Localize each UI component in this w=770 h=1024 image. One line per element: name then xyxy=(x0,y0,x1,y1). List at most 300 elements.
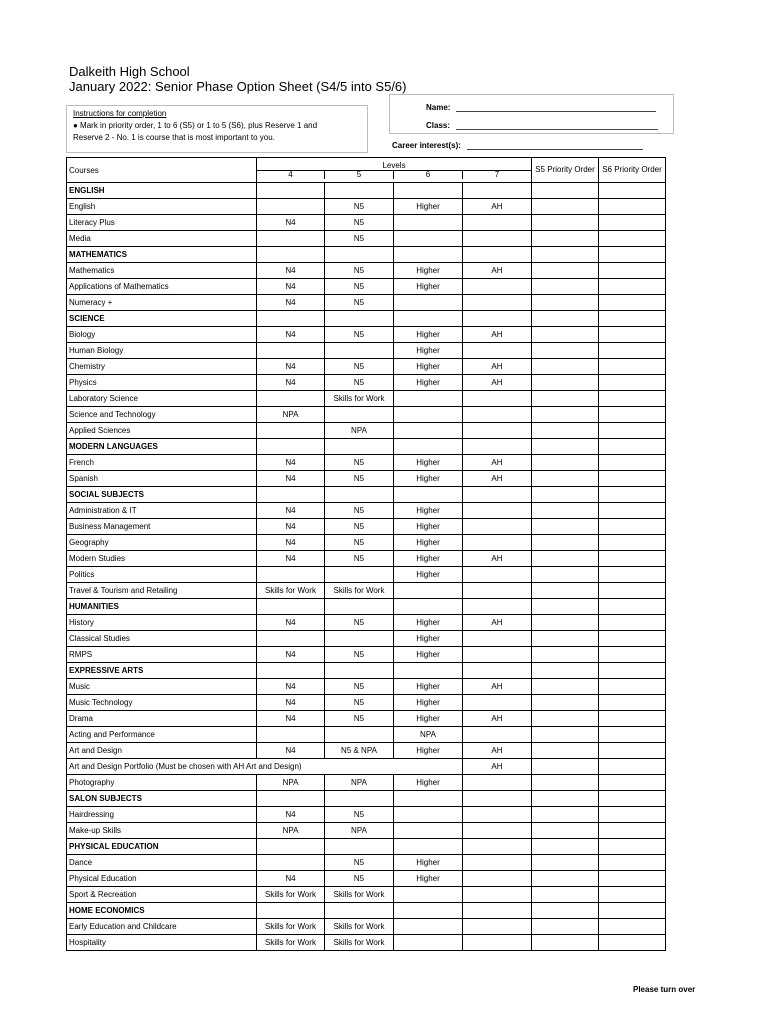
level-7-cell xyxy=(462,935,531,951)
s5-priority-cell[interactable] xyxy=(532,807,599,823)
level-4-cell: Skills for Work xyxy=(257,887,325,903)
s5-priority-cell[interactable] xyxy=(532,311,599,327)
level-4-cell: N4 xyxy=(257,279,325,295)
s6-priority-cell[interactable] xyxy=(599,247,666,263)
course-name: Chemistry xyxy=(67,359,257,375)
s5-priority-cell[interactable] xyxy=(532,727,599,743)
level-7-cell: AH xyxy=(462,455,531,471)
courses-header: Courses xyxy=(67,158,257,183)
course-name: Physics xyxy=(67,375,257,391)
level-4-cell: N4 xyxy=(257,375,325,391)
table-row xyxy=(67,375,666,391)
course-name: Media xyxy=(67,231,257,247)
s6-priority-cell[interactable] xyxy=(599,583,666,599)
level-6-cell xyxy=(393,919,462,935)
s6-priority-cell[interactable] xyxy=(599,439,666,455)
section-heading: MODERN LANGUAGES xyxy=(67,439,257,455)
s6-priority-cell[interactable] xyxy=(599,807,666,823)
level-5-cell: Skills for Work xyxy=(324,583,393,599)
course-name: Music Technology xyxy=(67,695,257,711)
level-4-cell: N4 xyxy=(257,551,325,567)
s5-priority-cell[interactable] xyxy=(532,647,599,663)
course-name: RMPS xyxy=(67,647,257,663)
s5-priority-cell[interactable] xyxy=(532,407,599,423)
course-name: Biology xyxy=(67,327,257,343)
level-6-cell: Higher xyxy=(393,535,462,551)
level-5-cell: N5 xyxy=(324,455,393,471)
level-7-cell xyxy=(462,567,531,583)
level-4-cell xyxy=(257,727,325,743)
s5-priority-cell[interactable] xyxy=(532,695,599,711)
course-name: Hairdressing xyxy=(67,807,257,823)
level-7-cell xyxy=(462,215,531,231)
level-4-cell xyxy=(257,199,325,215)
table-row xyxy=(67,871,666,887)
level-4-cell xyxy=(257,231,325,247)
level-cell xyxy=(462,903,531,919)
level-cell xyxy=(324,487,393,503)
level-5-cell: N5 xyxy=(324,279,393,295)
section-heading: SCIENCE xyxy=(67,311,257,327)
level-6-cell xyxy=(393,583,462,599)
s5-priority-cell[interactable] xyxy=(532,871,599,887)
s6-priority-cell[interactable] xyxy=(599,519,666,535)
level-7-cell xyxy=(462,407,531,423)
level-6-cell: Higher xyxy=(393,679,462,695)
s6-priority-cell[interactable] xyxy=(599,839,666,855)
s5-priority-cell[interactable] xyxy=(532,615,599,631)
s5-priority-cell[interactable] xyxy=(532,855,599,871)
level-4-cell: N4 xyxy=(257,295,325,311)
table-row xyxy=(67,391,666,407)
s5-priority-cell[interactable] xyxy=(532,903,599,919)
level-6-cell: Higher xyxy=(393,871,462,887)
table-row xyxy=(67,695,666,711)
s5-priority-cell[interactable] xyxy=(532,199,599,215)
level-5-cell: Skills for Work xyxy=(324,887,393,903)
level-cell xyxy=(324,439,393,455)
s6-priority-cell[interactable] xyxy=(599,727,666,743)
turn-over-note: Please turn over xyxy=(633,985,696,994)
level-4-cell: Skills for Work xyxy=(257,583,325,599)
level-7-cell xyxy=(462,391,531,407)
level-cell xyxy=(257,311,325,327)
s5-priority-cell[interactable] xyxy=(532,359,599,375)
course-name: Spanish xyxy=(67,471,257,487)
level-5-cell xyxy=(324,631,393,647)
level-7-cell xyxy=(462,807,531,823)
s5-priority-cell[interactable] xyxy=(532,887,599,903)
section-row xyxy=(67,247,666,263)
s6-priority-cell[interactable] xyxy=(599,391,666,407)
level-4-cell: N4 xyxy=(257,695,325,711)
section-row xyxy=(67,311,666,327)
level-6-cell: Higher xyxy=(393,375,462,391)
level-5-cell: N5 xyxy=(324,551,393,567)
s6-priority-cell[interactable] xyxy=(599,423,666,439)
table-row xyxy=(67,743,666,759)
level-4-cell: N4 xyxy=(257,535,325,551)
level-6-cell xyxy=(393,391,462,407)
table-row xyxy=(67,503,666,519)
table-row xyxy=(67,423,666,439)
level-5-cell: N5 xyxy=(324,807,393,823)
level-cell xyxy=(257,903,325,919)
s6-priority-cell[interactable] xyxy=(599,567,666,583)
table-row xyxy=(67,279,666,295)
level-6-cell: Higher xyxy=(393,263,462,279)
level-4-cell: Skills for Work xyxy=(257,919,325,935)
level-cell xyxy=(462,487,531,503)
level-6-cell xyxy=(393,231,462,247)
s6-priority-cell[interactable] xyxy=(599,455,666,471)
s5-priority-cell[interactable] xyxy=(532,567,599,583)
level-cell xyxy=(257,791,325,807)
table-row xyxy=(67,727,666,743)
level-4-cell xyxy=(257,391,325,407)
level-5-cell: N5 xyxy=(324,647,393,663)
level-4-cell: NPA xyxy=(257,823,325,839)
s5-priority-cell[interactable] xyxy=(532,471,599,487)
s5-priority-cell[interactable] xyxy=(532,743,599,759)
s5-priority-cell[interactable] xyxy=(532,823,599,839)
section-row xyxy=(67,839,666,855)
course-name: Drama xyxy=(67,711,257,727)
level-7-cell xyxy=(462,631,531,647)
s5-priority-cell[interactable] xyxy=(532,775,599,791)
level-4-cell xyxy=(257,855,325,871)
course-name: Laboratory Science xyxy=(67,391,257,407)
table-row xyxy=(67,519,666,535)
s6-priority-cell[interactable] xyxy=(599,743,666,759)
s5-priority-cell[interactable] xyxy=(532,599,599,615)
level-7-cell xyxy=(462,295,531,311)
level-6-cell: Higher xyxy=(393,647,462,663)
levels-header-cell xyxy=(257,158,532,183)
s6-priority-cell[interactable] xyxy=(599,487,666,503)
s5-priority-cell[interactable] xyxy=(532,231,599,247)
level-7-cell xyxy=(462,775,531,791)
level-7-cell xyxy=(462,583,531,599)
s5-priority-cell[interactable] xyxy=(532,519,599,535)
level-6-cell: Higher xyxy=(393,343,462,359)
s5-priority-cell[interactable] xyxy=(532,391,599,407)
s6-priority-cell[interactable] xyxy=(599,327,666,343)
level-5-cell: NPA xyxy=(324,823,393,839)
level-7-cell: AH xyxy=(462,615,531,631)
level-5-cell: N5 & NPA xyxy=(324,743,393,759)
level-5-cell: NPA xyxy=(324,423,393,439)
course-name: Applications of Mathematics xyxy=(67,279,257,295)
s6-priority-cell[interactable] xyxy=(599,535,666,551)
level-5-cell: N5 xyxy=(324,327,393,343)
section-heading: SOCIAL SUBJECTS xyxy=(67,487,257,503)
level-cell xyxy=(324,903,393,919)
level-7-cell xyxy=(462,231,531,247)
level-7-cell: AH xyxy=(462,743,531,759)
level-6-cell xyxy=(393,215,462,231)
s6-priority-cell[interactable] xyxy=(599,183,666,199)
level-cell xyxy=(462,439,531,455)
s6-priority-cell[interactable] xyxy=(599,775,666,791)
course-name: Early Education and Childcare xyxy=(67,919,257,935)
level-5-cell: N5 xyxy=(324,263,393,279)
s6-priority-cell[interactable] xyxy=(599,791,666,807)
level-7-cell xyxy=(462,279,531,295)
level-5-cell: N5 xyxy=(324,855,393,871)
instructions-box xyxy=(66,105,368,153)
sheet-title: January 2022: Senior Phase Option Sheet (S4/5 into S5/6) xyxy=(69,79,407,94)
s5-priority-cell[interactable] xyxy=(532,279,599,295)
s6-priority-cell[interactable] xyxy=(599,855,666,871)
name-field[interactable] xyxy=(456,104,656,112)
level-cell xyxy=(324,663,393,679)
level-7-cell xyxy=(462,535,531,551)
level-6-cell: NPA xyxy=(393,727,462,743)
s5-priority-cell[interactable] xyxy=(532,535,599,551)
instructions-line-1: ● Mark in priority order, 1 to 6 (S5) or 1 to 5 (S6), plus Reserve 1 and xyxy=(73,121,318,130)
s6-priority-cell[interactable] xyxy=(599,823,666,839)
s5-priority-cell[interactable] xyxy=(532,631,599,647)
table-row xyxy=(67,679,666,695)
level-7-cell: AH xyxy=(462,679,531,695)
s5-priority-cell[interactable] xyxy=(532,423,599,439)
course-name: Photography xyxy=(67,775,257,791)
level-5-cell: N5 xyxy=(324,503,393,519)
level-7-cell: AH xyxy=(462,375,531,391)
level-7-cell xyxy=(462,887,531,903)
s5-priority-cell[interactable] xyxy=(532,327,599,343)
s6-priority-cell[interactable] xyxy=(599,919,666,935)
level-5-cell xyxy=(324,407,393,423)
s6-priority-cell[interactable] xyxy=(599,663,666,679)
s6-priority-cell[interactable] xyxy=(599,215,666,231)
s6-priority-cell[interactable] xyxy=(599,295,666,311)
level-7-cell xyxy=(462,343,531,359)
levels-header: Levels xyxy=(257,162,531,171)
s6-priority-cell[interactable] xyxy=(599,503,666,519)
table-row xyxy=(67,567,666,583)
level-5-cell: N5 xyxy=(324,615,393,631)
level-cell xyxy=(257,487,325,503)
course-name: Hospitality xyxy=(67,935,257,951)
s5-priority-cell[interactable] xyxy=(532,439,599,455)
s5-priority-cell[interactable] xyxy=(532,343,599,359)
level-6-cell xyxy=(393,407,462,423)
level-6-cell: Higher xyxy=(393,279,462,295)
s6-priority-cell[interactable] xyxy=(599,647,666,663)
school-name: Dalkeith High School xyxy=(69,64,190,79)
level-6-cell: Higher xyxy=(393,551,462,567)
instructions-line-2: Reserve 2 - No. 1 is course that is most important to you. xyxy=(73,133,275,142)
s6-priority-cell[interactable] xyxy=(599,615,666,631)
career-field[interactable] xyxy=(467,142,643,150)
level-5-cell: N5 xyxy=(324,519,393,535)
course-name: Travel & Tourism and Retailing xyxy=(67,583,257,599)
s6-priority-cell[interactable] xyxy=(599,407,666,423)
section-heading: SALON SUBJECTS xyxy=(67,791,257,807)
level-6-cell: Higher xyxy=(393,775,462,791)
level-4-cell: N4 xyxy=(257,503,325,519)
level-6-cell xyxy=(393,935,462,951)
level-cell xyxy=(393,903,462,919)
s5-priority-cell[interactable] xyxy=(532,487,599,503)
s6-priority-cell[interactable] xyxy=(599,231,666,247)
level-7-cell xyxy=(462,727,531,743)
s6-priority-cell[interactable] xyxy=(599,871,666,887)
s6-priority-cell[interactable] xyxy=(599,695,666,711)
s5-priority-cell[interactable] xyxy=(532,583,599,599)
course-name: Acting and Performance xyxy=(67,727,257,743)
level-5-cell xyxy=(324,727,393,743)
level-7-cell: AH xyxy=(462,471,531,487)
level-4-cell: N4 xyxy=(257,615,325,631)
s5-priority-cell[interactable] xyxy=(532,183,599,199)
s6-priority-cell[interactable] xyxy=(599,551,666,567)
level-cell xyxy=(393,791,462,807)
name-class-box xyxy=(389,94,674,134)
level-6-cell: Higher xyxy=(393,695,462,711)
class-label: Class: xyxy=(426,121,451,130)
level-6-cell: Higher xyxy=(393,711,462,727)
s5-priority-cell[interactable] xyxy=(532,503,599,519)
course-name: History xyxy=(67,615,257,631)
level-4-cell: N4 xyxy=(257,647,325,663)
level-6-cell: Higher xyxy=(393,519,462,535)
course-name: Applied Sciences xyxy=(67,423,257,439)
level-cell xyxy=(257,247,325,263)
course-name: Modern Studies xyxy=(67,551,257,567)
level-7-cell: AH xyxy=(462,711,531,727)
s5-priority-cell[interactable] xyxy=(532,759,599,775)
s5-priority-cell[interactable] xyxy=(532,935,599,951)
level-5-cell: N5 xyxy=(324,231,393,247)
s5-priority-cell[interactable] xyxy=(532,791,599,807)
level-5-cell: Skills for Work xyxy=(324,919,393,935)
career-row xyxy=(392,141,643,150)
table-row xyxy=(67,935,666,951)
options-table xyxy=(66,157,666,951)
level-4-cell: N4 xyxy=(257,679,325,695)
s5-priority-cell[interactable] xyxy=(532,375,599,391)
s5-priority-cell[interactable] xyxy=(532,919,599,935)
level-cell xyxy=(462,247,531,263)
level-cell xyxy=(462,663,531,679)
level-4-cell: NPA xyxy=(257,775,325,791)
level-5-cell: Skills for Work xyxy=(324,391,393,407)
course-name: Politics xyxy=(67,567,257,583)
section-row xyxy=(67,183,666,199)
level-cell xyxy=(393,599,462,615)
s5-priority-cell[interactable] xyxy=(532,295,599,311)
s6-priority-cell[interactable] xyxy=(599,311,666,327)
level-7-cell xyxy=(462,647,531,663)
s6-priority-cell[interactable] xyxy=(599,679,666,695)
s6-priority-cell[interactable] xyxy=(599,343,666,359)
section-heading: ENGLISH xyxy=(67,183,257,199)
level-5-cell xyxy=(324,567,393,583)
s5-priority-cell[interactable] xyxy=(532,839,599,855)
level-7-cell xyxy=(462,823,531,839)
section-heading: MATHEMATICS xyxy=(67,247,257,263)
section-heading: HOME ECONOMICS xyxy=(67,903,257,919)
level-cell xyxy=(257,663,325,679)
table-row xyxy=(67,343,666,359)
level-4-cell: NPA xyxy=(257,407,325,423)
level-6-cell: Higher xyxy=(393,471,462,487)
course-name: Geography xyxy=(67,535,257,551)
s6-priority-cell[interactable] xyxy=(599,903,666,919)
table-row xyxy=(67,711,666,727)
level-4-header: 4 xyxy=(257,171,325,179)
s6-priority-cell[interactable] xyxy=(599,887,666,903)
level-cell xyxy=(462,311,531,327)
section-row xyxy=(67,791,666,807)
table-row xyxy=(67,919,666,935)
s6-priority-cell[interactable] xyxy=(599,375,666,391)
level-4-cell: N4 xyxy=(257,327,325,343)
s6-priority-cell[interactable] xyxy=(599,711,666,727)
level-4-cell: N4 xyxy=(257,711,325,727)
s5-priority-cell[interactable] xyxy=(532,551,599,567)
s5-priority-cell[interactable] xyxy=(532,679,599,695)
section-row xyxy=(67,439,666,455)
course-name: Human Biology xyxy=(67,343,257,359)
table-row xyxy=(67,327,666,343)
level-6-cell: Higher xyxy=(393,359,462,375)
s5-priority-cell[interactable] xyxy=(532,215,599,231)
s5-priority-cell[interactable] xyxy=(532,455,599,471)
table-row xyxy=(67,807,666,823)
course-name: Numeracy + xyxy=(67,295,257,311)
level-cell xyxy=(257,439,325,455)
s6-priority-cell[interactable] xyxy=(599,631,666,647)
section-heading: HUMANITIES xyxy=(67,599,257,615)
section-row xyxy=(67,903,666,919)
level-5-cell: Skills for Work xyxy=(324,935,393,951)
level-4-cell: N4 xyxy=(257,471,325,487)
s6-priority-header: S6 Priority Order xyxy=(599,158,666,183)
level-7-cell xyxy=(462,855,531,871)
level-cell xyxy=(324,183,393,199)
s6-priority-cell[interactable] xyxy=(599,935,666,951)
section-row xyxy=(67,663,666,679)
s5-priority-cell[interactable] xyxy=(532,247,599,263)
s5-priority-cell[interactable] xyxy=(532,263,599,279)
level-4-cell: N4 xyxy=(257,807,325,823)
s6-priority-cell[interactable] xyxy=(599,471,666,487)
s6-priority-cell[interactable] xyxy=(599,279,666,295)
s6-priority-cell[interactable] xyxy=(599,199,666,215)
table-row xyxy=(67,615,666,631)
class-field[interactable] xyxy=(456,122,658,130)
course-name: Art and Design Portfolio (Must be chosen with AH Art and Design) xyxy=(67,759,463,775)
level-7-cell: AH xyxy=(462,359,531,375)
level-4-cell: N4 xyxy=(257,215,325,231)
level-cell xyxy=(324,791,393,807)
level-6-cell: Higher xyxy=(393,567,462,583)
level-7-cell xyxy=(462,423,531,439)
s6-priority-cell[interactable] xyxy=(599,759,666,775)
table-row xyxy=(67,631,666,647)
s6-priority-cell[interactable] xyxy=(599,263,666,279)
s5-priority-cell[interactable] xyxy=(532,663,599,679)
s5-priority-cell[interactable] xyxy=(532,711,599,727)
level-7-cell: AH xyxy=(462,759,531,775)
s6-priority-cell[interactable] xyxy=(599,599,666,615)
s6-priority-cell[interactable] xyxy=(599,359,666,375)
table-row xyxy=(67,823,666,839)
